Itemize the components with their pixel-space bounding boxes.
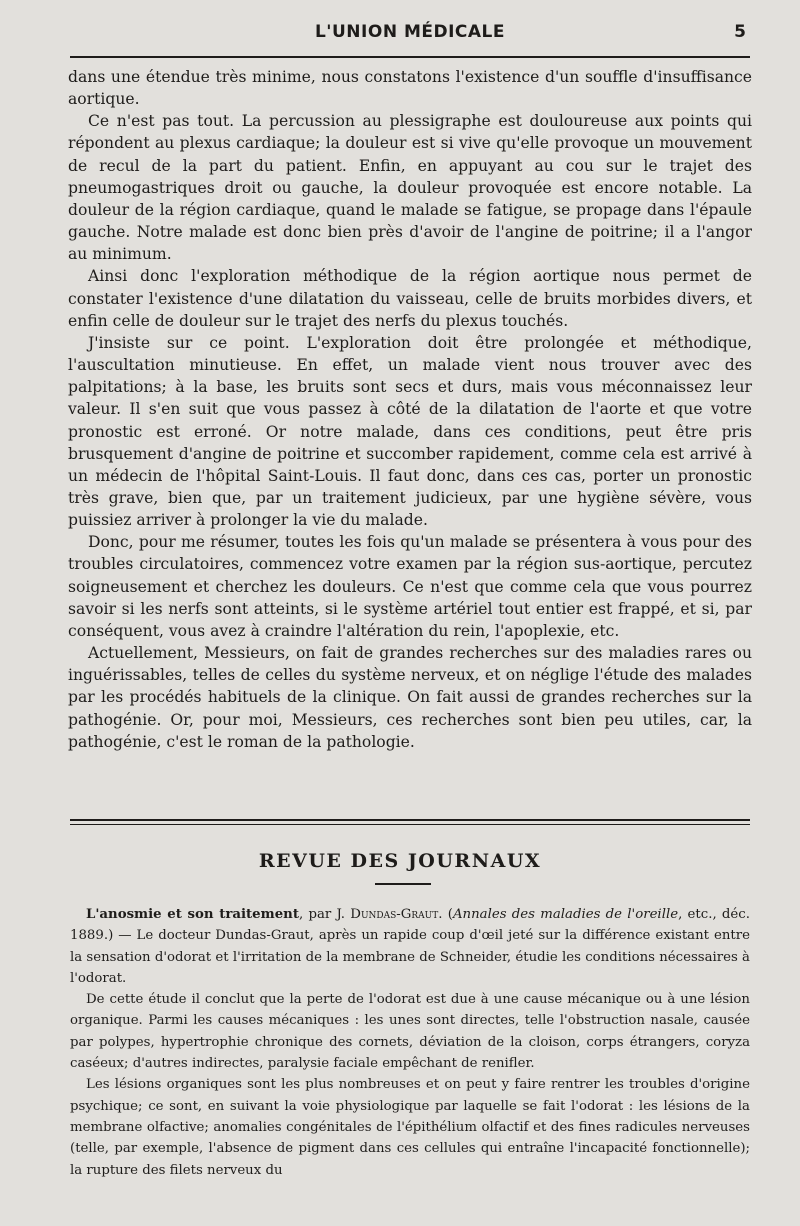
journal-name: Annales des maladies de l'oreille xyxy=(452,907,679,922)
paragraph: Ce n'est pas tout. La percussion au plessigraphe est douloureuse aux points qui répondent au plexus cardiaque; la douleur est si vive qu'elle provoque un mouvement de recul de la part du patient. Enfin, en appuyant au cou sur le trajet des pneumogastriques droit ou gauche, la douleur provoquée est encore notable. La douleur de la région cardiaque, quand le malade se fatigue, se propage dans l'épaule gauche. Notre malade est donc bien près d'avoir de l'angine de poitrine; il a l'angor au minimum. xyxy=(68,112,752,264)
article-title: L'anosmie et son traitement xyxy=(86,907,299,922)
journal-review xyxy=(70,904,750,1181)
running-header xyxy=(70,22,750,48)
by-text: , par J. xyxy=(298,907,351,922)
section-divider xyxy=(70,819,750,825)
paragraph: dans une étendue très minime, nous constatons l'existence d'un souffle d'insuffisance aortique. xyxy=(68,68,752,109)
paragraph: Ainsi donc l'exploration méthodique de la région aortique nous permet de constater l'existence d'une dilatation du vaisseau, celle de bruits morbides divers, et enfin celle de douleur sur le trajet des nerfs du plexus touchés. xyxy=(68,267,752,330)
review-lead-paragraph xyxy=(70,904,750,989)
review-paragraph: Les lésions organiques sont les plus nombreuses et on peut y faire rentrer les troubles d'origine psychique; ce sont, en suivant la voie physiologique par laquelle se fait l'odorat : les lésions de la membrane olfactive; anomalies congénitales de l'épithélium olfactif et des fines radicules nerveuses (telle, par exemple, l'absence de pigment dans ces cellules qui entraîne l'incapacité fonctionnelle); la rupture des filets nerveux du xyxy=(70,1077,750,1178)
lead-text: — Le docteur Dundas-Graut, après un rapide coup d'œil jeté sur la différence existant entre la sensation d'odorat et l'irritation de la membrane de Schneider, étudie les conditions nécessaires à l'odorat. xyxy=(70,928,750,986)
citation-open: . ( xyxy=(438,907,453,922)
review-paragraph: De cette étude il conclut que la perte de l'odorat est due à une cause mécanique ou à une lésion organique. Parmi les causes mécaniques : les unes sont directes, telle l'obstruction nasale, causée par polypes, hypertrophie chronique des cornets, déviation de la cloison, corps étrangers, coryza caséeux; d'autres indirectes, paralysie faciale empêchant de renifler. xyxy=(70,992,750,1072)
citation-details: , etc., déc. 1889.) xyxy=(70,907,750,944)
journal-title: L'UNION MÉDICALE xyxy=(314,22,506,42)
paragraph: Actuellement, Messieurs, on fait de grandes recherches sur des maladies rares ou inguérissables, telles de celles du système nerveux, et on néglige l'étude des malades par les procédés habituels de la clinique. On fait aussi de grandes recherches sur la pathogénie. Or, pour moi, Messieurs, ces recherches sont bien peu utiles, car, la pathogénie, c'est le roman de la pathologie. xyxy=(68,644,752,751)
paragraph: J'insiste sur ce point. L'exploration doit être prolongée et méthodique, l'auscultation minutieuse. En effet, un malade vient nous trouver avec des palpitations; à la base, les bruits sont secs et durs, mais vous méconnaissez leur valeur. Il s'en suit que vous passez à côté de la dilatation de l'aorte et que votre pronostic est erroné. Or notre malade, dans ces conditions, peut être pris brusquement d'angine de poitrine et succomber rapidement, comme cela est arrivé à un médecin de l'hôpital Saint-Louis. Il faut donc, dans ces cas, porter un pronostic très grave, bien que, par un traitement judicieux, par une hygiène sévère, vous puissiez arriver à prolonger la vie du malade. xyxy=(68,333,752,530)
page-number: 5 xyxy=(734,22,746,42)
author-name: Dundas-Graut xyxy=(350,907,439,922)
lecture-text xyxy=(68,66,752,753)
header-rule xyxy=(70,56,750,58)
heading-underline xyxy=(375,883,431,885)
section-heading: REVUE DES JOURNAUX xyxy=(258,850,542,872)
paragraph: Donc, pour me résumer, toutes les fois qu'un malade se présentera à vous pour des troubles circulatoires, commencez votre examen par la région sus-aortique, percutez soigneusement et cherchez les douleurs. Ce n'est que comme cela que vous pourrez savoir si les nerfs sont atteints, si le système artériel tout entier est frappé, et si, par conséquent, vous avez à craindre l'altération du rein, l'apoplexie, etc. xyxy=(68,533,752,640)
